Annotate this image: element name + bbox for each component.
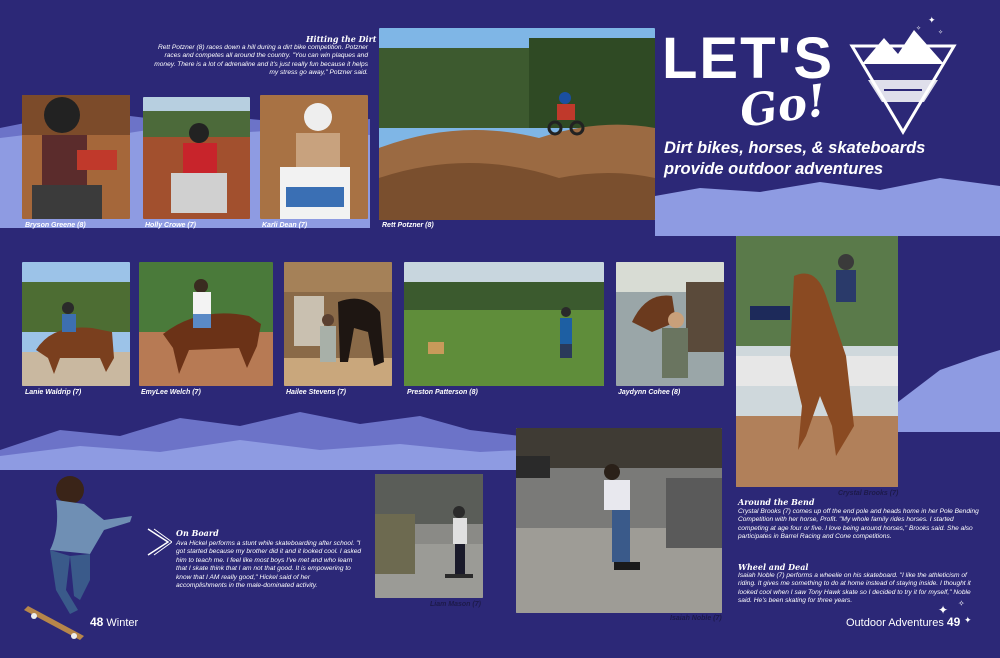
folio-right [846, 615, 960, 629]
body-on-board: Ava Hickel performs a stunt while skateboarding after school. "I got started because my brother did it and it looked cool. I asked him to teach me. I feel like most boys I've met and who learn that I skate think that I am not that good. It is empowering to know that I AM really good," Hickel said of her accomplishments in the male-dominated activity. [176, 540, 362, 590]
photo-crystal-brooks [736, 236, 898, 487]
sparkle-icon: ✦ [928, 15, 936, 25]
heading-around-the-bend: Around the Bend [738, 497, 815, 507]
caption-isaiah: Isaiah Noble (7) [670, 615, 722, 622]
body-wheel-and-deal: Isaiah Noble (7) performs a wheelie on his skateboard. "I like the athleticism of riding. It gives me something to do at home instead of staying inside. I thought it looked cool when I saw Tony Hawk skate so I decided to try it for myself," Noble said. He's been skating for three years. [738, 572, 971, 605]
caption-jaydynn: Jaydynn Cohee (8) [618, 389, 681, 396]
photo-holly-crowe [143, 97, 250, 219]
caption-lanie: Lanie Waldrip (7) [25, 389, 82, 396]
body-hitting-the-dirt: Rett Potzner (8) races down a hill during a dirt bike competition. Potzner races and competes all around the country. "You can win plaques and money. There is a lot of adrenaline and it's just really fun because it helps my stress go away," Potzner said. [154, 44, 368, 77]
photo-rett-potzner [379, 28, 655, 220]
caption-liam: Liam Mason (7) [430, 601, 481, 608]
sparkle-icon: ✧ [938, 30, 944, 36]
body-around-the-bend: Crystal Brooks (7) comes up off the end pole and heads home in her Pole Bending Competition with her horse, Profit. "My whole family rides horses. I started competing at age four or five. I love being around horses," Brooks said. She also participates in Barrel Racing and Cone competitions. [738, 508, 979, 541]
section-label-left: Winter [106, 617, 139, 629]
photo-lanie-waldrip [22, 262, 130, 386]
photo-isaiah-noble [516, 428, 722, 613]
chevron-right-icon [146, 527, 172, 557]
caption-emylee: EmyLee Welch (7) [141, 389, 201, 396]
page-number-left: 48 [90, 615, 104, 629]
title-go: Go! [736, 75, 830, 138]
mountain-triangle-badge-icon [848, 20, 958, 138]
title-subtitle: Dirt bikes, horses, & skateboards provide outdoor adventures [664, 139, 926, 178]
sparkle-icon: ✦ [938, 603, 949, 617]
sparkle-icon: ✧ [916, 26, 922, 32]
caption-holly: Holly Crowe (7) [145, 222, 196, 229]
photo-preston-patterson [404, 262, 604, 386]
photo-jaydynn-cohee [616, 262, 724, 386]
section-label-right: Outdoor Adventures [846, 617, 944, 629]
folio-left [90, 615, 138, 629]
sparkle-icon: ✦ [964, 615, 972, 625]
caption-preston: Preston Patterson (8) [407, 389, 478, 396]
heading-hitting-the-dirt: Hitting the Dirt [306, 34, 377, 44]
caption-bryson: Bryson Greene (8) [25, 222, 86, 229]
caption-hailee: Hailee Stevens (7) [286, 389, 346, 396]
photo-hailee-stevens [284, 262, 392, 386]
photo-emylee-welch [139, 262, 273, 386]
sparkle-icon: ✧ [958, 599, 965, 608]
heading-wheel-and-deal: Wheel and Deal [738, 562, 809, 572]
caption-crystal: Crystal Brooks (7) [838, 490, 899, 497]
caption-rett: Rett Potzner (8) [382, 222, 434, 229]
photo-bryson-greene [22, 95, 130, 219]
title-lets: LET'S [662, 26, 835, 91]
photo-karli-dean [260, 95, 368, 219]
photo-liam-mason [375, 474, 483, 598]
page-number-right: 49 [946, 615, 961, 629]
heading-on-board: On Board [176, 528, 219, 538]
caption-karli: Karli Dean (7) [262, 222, 308, 229]
